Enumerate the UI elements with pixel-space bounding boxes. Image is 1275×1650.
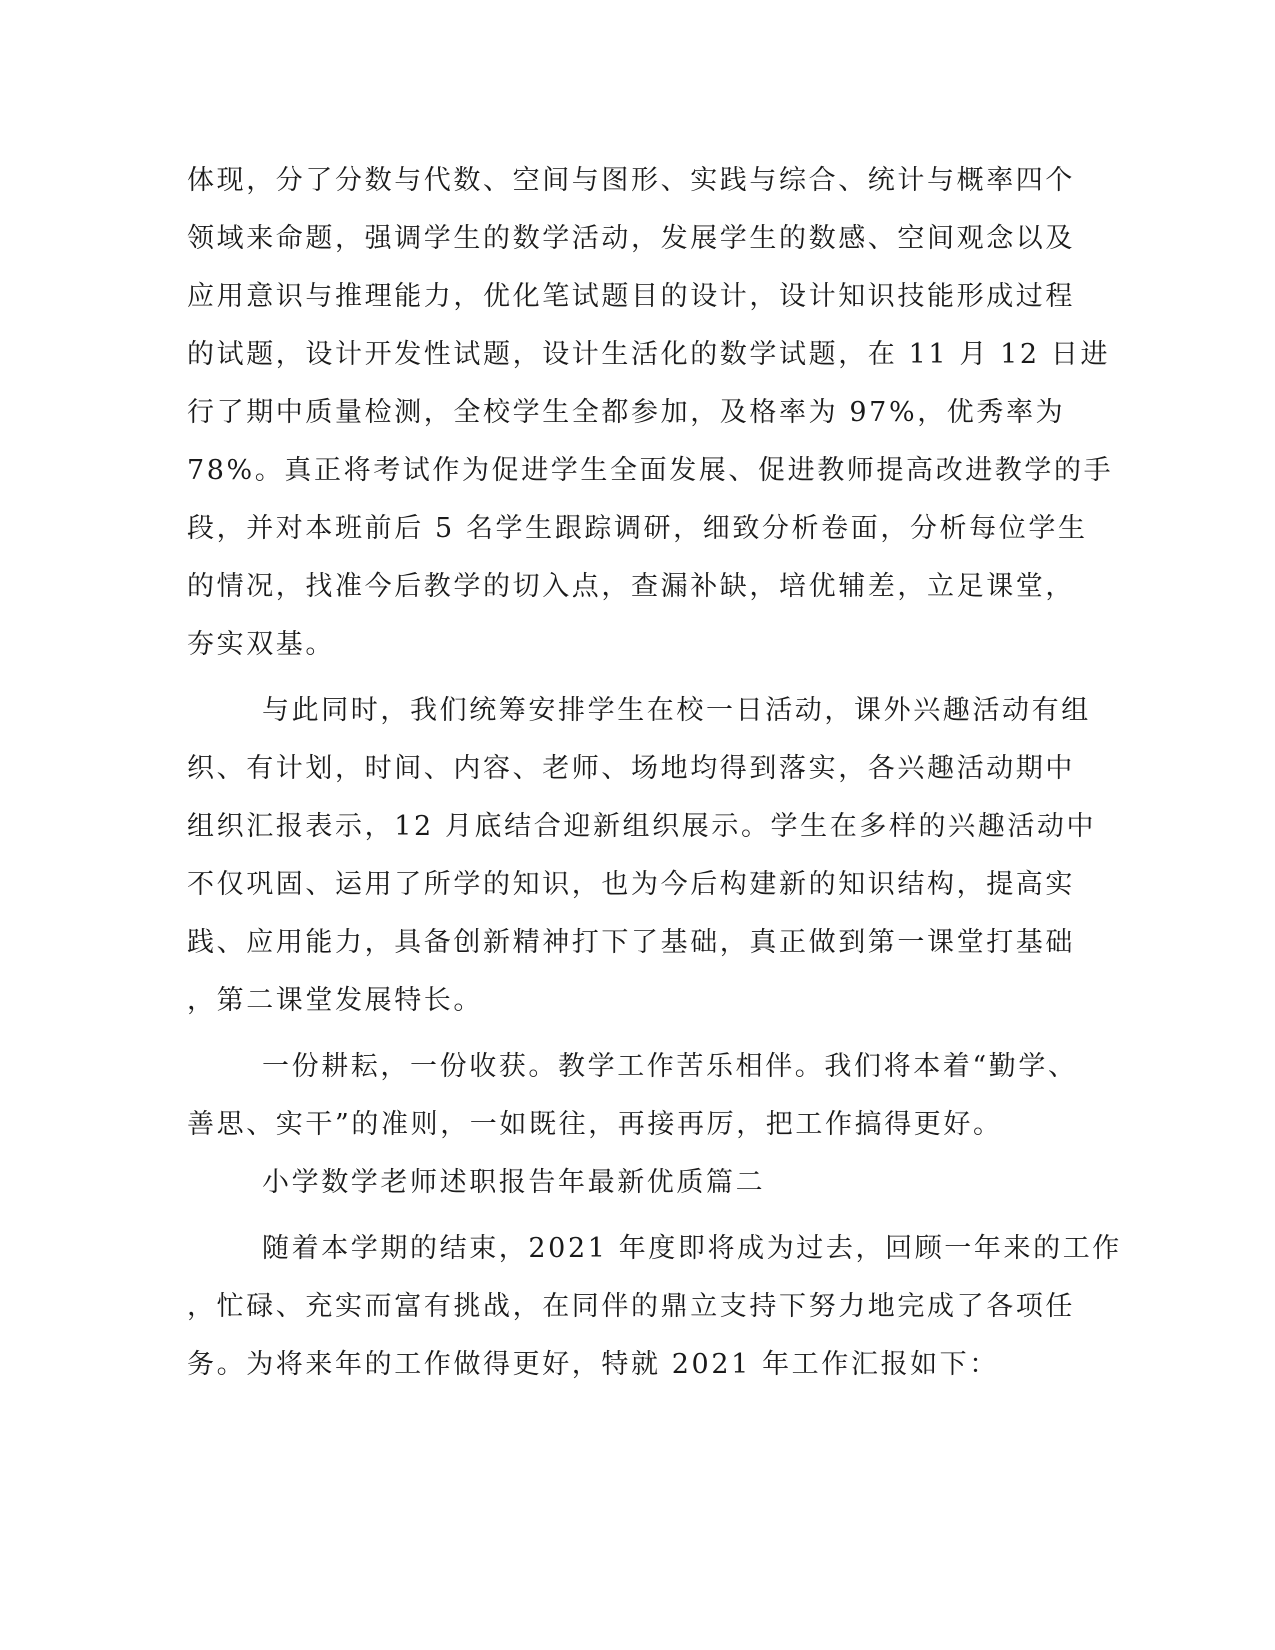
text-line: 织、有计划，时间、内容、老师、场地均得到落实，各兴趣活动期中: [187, 753, 1075, 784]
text-line: 不仅巩固、运用了所学的知识，也为今后构建新的知识结构，提高实: [187, 869, 1075, 900]
text-line: 夯实双基。: [187, 629, 335, 660]
text-line: 一份耕耘，一份收获。教学工作苦乐相伴。我们将本着“勤学、: [262, 1051, 1078, 1082]
text-line: 与此同时，我们统筹安排学生在校一日活动，课外兴趣活动有组: [262, 695, 1091, 726]
text-line: 体现，分了分数与代数、空间与图形、实践与综合、统计与概率四个: [187, 165, 1075, 196]
text-line: 的试题，设计开发性试题，设计生活化的数学试题，在 11 月 12 日进: [187, 339, 1111, 370]
text-line: 应用意识与推理能力，优化笔试题目的设计，设计知识技能形成过程: [187, 281, 1075, 312]
text-line: 善思、实干”的准则，一如既往，再接再厉，把工作搞得更好。: [187, 1109, 1003, 1140]
text-line: 领域来命题，强调学生的数学活动，发展学生的数感、空间观念以及: [187, 223, 1075, 254]
text-line: 务。为将来年的工作做得更好，特就 2021 年工作汇报如下：: [187, 1349, 999, 1380]
text-line: ，忙碌、充实而富有挑战，在同伴的鼎立支持下努力地完成了各项任: [187, 1291, 1075, 1322]
text-line: 随着本学期的结束，2021 年度即将成为过去，回顾一年来的工作: [262, 1233, 1122, 1264]
text-line: 组织汇报表示，12 月底结合迎新组织展示。学生在多样的兴趣活动中: [187, 811, 1097, 842]
text-line: 78%。真正将考试作为促进学生全面发展、促进教师提高改进教学的手: [187, 455, 1114, 486]
text-line: 行了期中质量检测，全校学生全都参加，及格率为 97%，优秀率为: [187, 397, 1066, 428]
text-line: 践、应用能力，具备创新精神打下了基础，真正做到第一课堂打基础: [187, 927, 1075, 958]
text-line: 段，并对本班前后 5 名学生跟踪调研，细致分析卷面，分析每位学生: [187, 513, 1088, 544]
text-line: 的情况，找准今后教学的切入点，查漏补缺，培优辅差，立足课堂，: [187, 571, 1075, 602]
section-heading: 小学数学老师述职报告年最新优质篇二: [262, 1167, 766, 1198]
text-line: ，第二课堂发展特长。: [187, 985, 483, 1016]
